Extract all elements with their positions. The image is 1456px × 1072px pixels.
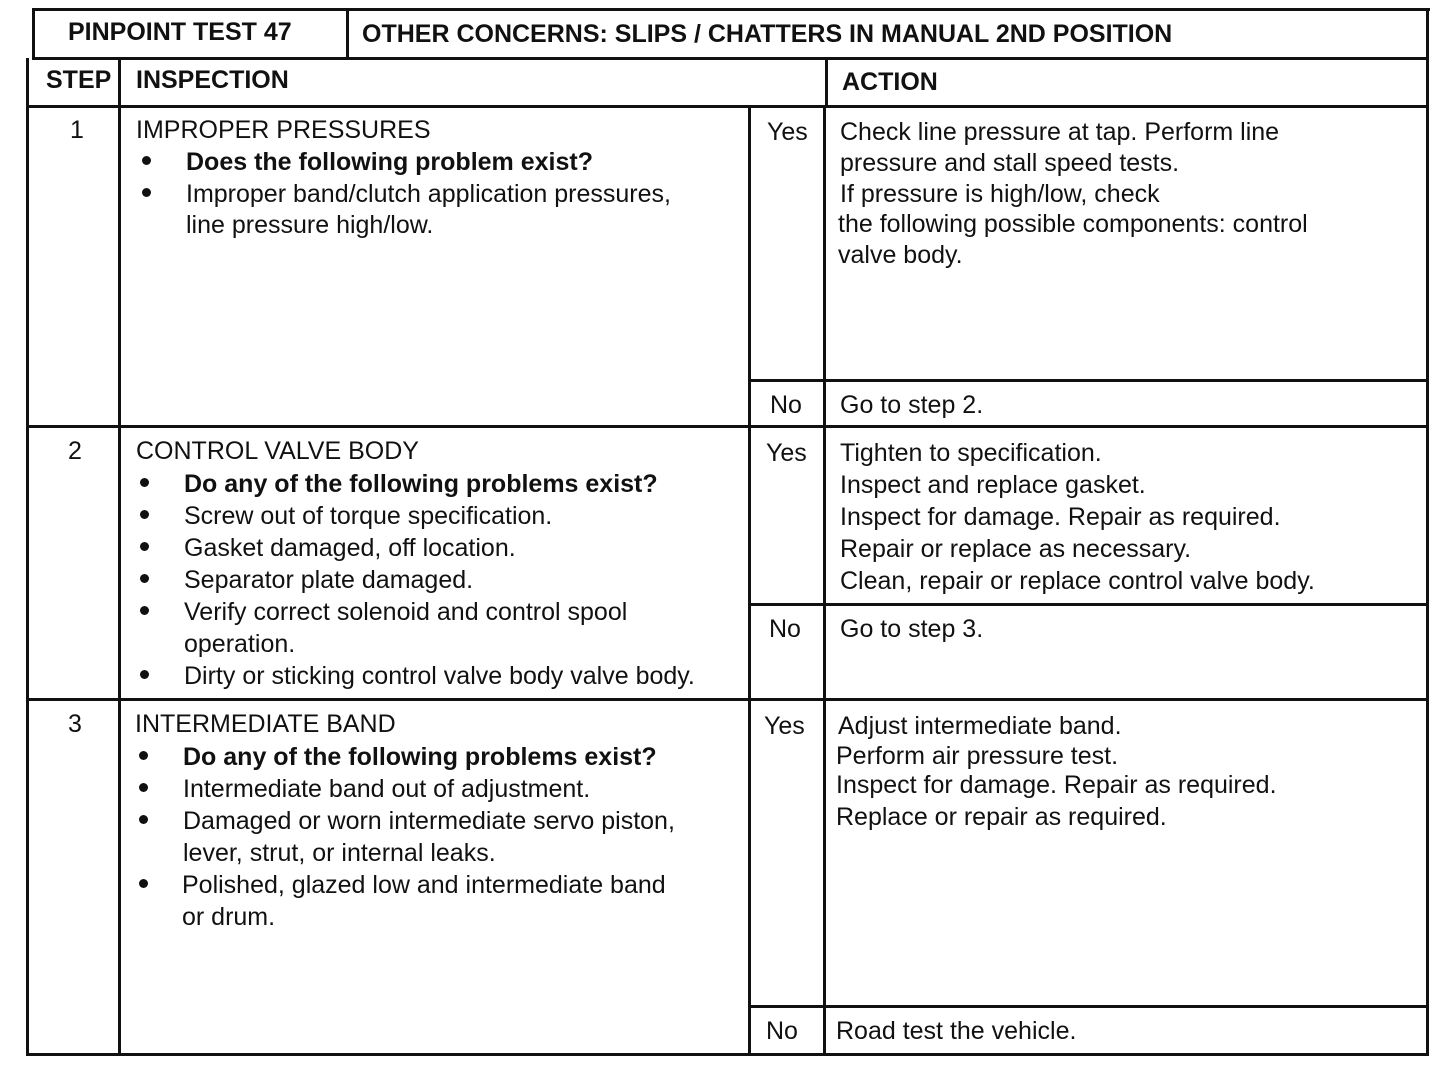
action-col-divider-header xyxy=(825,58,828,108)
yesno-divider-right xyxy=(823,106,826,1056)
inspection-bullet: Verify correct solenoid and control spool xyxy=(184,598,628,626)
frame-bottom xyxy=(26,1053,1429,1056)
step1-bottom-line xyxy=(26,425,1429,428)
column-inspection: INSPECTION xyxy=(136,66,289,94)
step2-bottom-line xyxy=(26,698,1429,701)
header-bottom-line-step xyxy=(26,105,121,108)
inspection-title: CONTROL VALVE BODY xyxy=(136,437,419,465)
action-line: Go to step 2. xyxy=(840,391,984,419)
yes-label: Yes xyxy=(767,118,808,146)
step-number: 2 xyxy=(68,437,82,465)
pinpoint-test-table xyxy=(26,8,1430,1056)
inspection-bullet: Polished, glazed low and intermediate band xyxy=(182,871,666,899)
bullet-icon xyxy=(140,670,149,679)
inspection-bullet: Improper band/clutch application pressures, xyxy=(186,180,671,208)
frame-left-top xyxy=(32,8,35,60)
bullet-icon xyxy=(140,606,149,615)
inspection-question: Does the following problem exist? xyxy=(186,148,593,176)
action-line: Clean, repair or replace control valve body. xyxy=(840,567,1315,595)
action-line: Repair or replace as necessary. xyxy=(840,535,1192,563)
no-label: No xyxy=(769,615,801,643)
test-title: PINPOINT TEST 47 xyxy=(68,18,292,46)
no-label: No xyxy=(766,1017,798,1045)
bullet-icon xyxy=(139,783,148,792)
yesno-divider-left xyxy=(748,106,751,1056)
inspection-title: IMPROPER PRESSURES xyxy=(136,116,431,144)
inspection-bullet: Screw out of torque specification. xyxy=(184,502,553,530)
frame-left xyxy=(26,58,29,1056)
bullet-icon xyxy=(140,542,149,551)
title-bottom-line xyxy=(32,57,1429,60)
action-line: Tighten to specification. xyxy=(840,439,1102,467)
test-subtitle: OTHER CONCERNS: SLIPS / CHATTERS IN MANUAL 2ND POSITION xyxy=(362,20,1173,48)
bullet-icon xyxy=(142,156,151,165)
step3-yesno-line xyxy=(748,1005,1429,1008)
column-step: STEP xyxy=(46,66,112,94)
inspection-bullet: or drum. xyxy=(182,903,276,931)
step-number: 3 xyxy=(68,710,82,738)
action-line: valve body. xyxy=(838,241,963,269)
inspection-bullet: line pressure high/low. xyxy=(186,211,434,239)
bullet-icon xyxy=(142,188,151,197)
no-label: No xyxy=(770,391,802,419)
action-line: Check line pressure at tap. Perform line xyxy=(840,118,1280,146)
inspection-bullet: Dirty or sticking control valve body valve body. xyxy=(184,662,695,690)
inspection-question: Do any of the following problems exist? xyxy=(184,470,658,498)
step1-yesno-line xyxy=(748,379,1429,382)
inspection-bullet: Damaged or worn intermediate servo piston, xyxy=(183,807,675,835)
inspection-bullet: Gasket damaged, off location. xyxy=(184,534,516,562)
step2-yesno-line xyxy=(748,603,1429,606)
bullet-icon xyxy=(140,574,149,583)
inspection-question: Do any of the following problems exist? xyxy=(183,743,657,771)
frame-top xyxy=(34,8,1430,11)
action-line: Inspect and replace gasket. xyxy=(840,471,1146,499)
action-line: Adjust intermediate band. xyxy=(838,712,1122,740)
column-action: ACTION xyxy=(842,68,938,96)
action-line: Inspect for damage. Repair as required. xyxy=(836,771,1277,799)
inspection-bullet: Intermediate band out of adjustment. xyxy=(183,775,591,803)
inspection-bullet: operation. xyxy=(184,630,296,658)
bullet-icon xyxy=(139,815,148,824)
action-line: Inspect for damage. Repair as required. xyxy=(840,503,1281,531)
inspection-bullet: Separator plate damaged. xyxy=(184,566,474,594)
header-bottom-line xyxy=(118,105,1429,108)
action-line: Replace or repair as required. xyxy=(836,803,1167,831)
step-number: 1 xyxy=(70,116,84,144)
inspection-title: INTERMEDIATE BAND xyxy=(135,710,396,738)
action-line: Go to step 3. xyxy=(840,615,984,643)
yes-label: Yes xyxy=(766,439,807,467)
yes-label: Yes xyxy=(764,712,805,740)
action-line: Road test the vehicle. xyxy=(836,1017,1077,1045)
action-line: the following possible components: control xyxy=(838,210,1308,238)
bullet-icon xyxy=(139,879,148,888)
frame-right xyxy=(1426,8,1429,1056)
action-line: Perform air pressure test. xyxy=(836,742,1119,770)
action-line: pressure and stall speed tests. xyxy=(840,149,1180,177)
bullet-icon xyxy=(139,751,148,760)
step-col-divider xyxy=(118,58,121,1056)
bullet-icon xyxy=(140,510,149,519)
inspection-bullet: lever, strut, or internal leaks. xyxy=(183,839,496,867)
action-line: If pressure is high/low, check xyxy=(840,180,1160,208)
bullet-icon xyxy=(140,478,149,487)
title-divider xyxy=(346,8,349,60)
